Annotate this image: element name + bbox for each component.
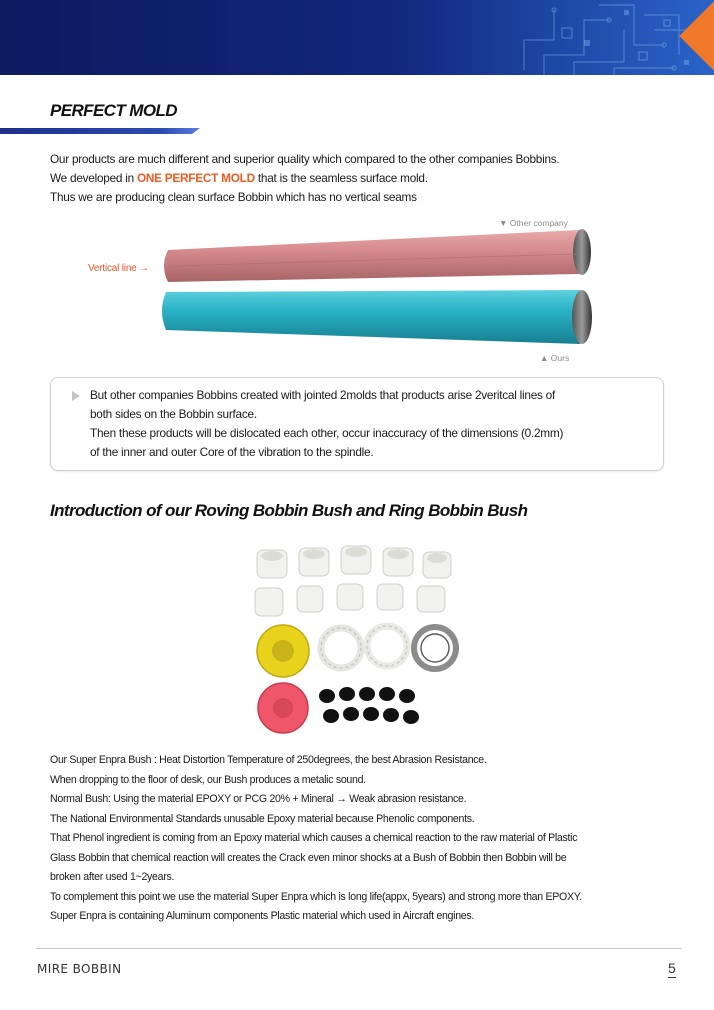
title-underline (0, 128, 200, 134)
page-number: 5 (668, 960, 676, 976)
bobbin-bush-products-image (245, 538, 475, 738)
note-line: of the inner and outer Core of the vibration to the spindle. (90, 445, 374, 459)
body-line: broken after used 1~2years. (50, 871, 175, 883)
note-text (90, 386, 655, 462)
body-line: Our Super Enpra Bush : Heat Distortion Temperature of 250degrees, the best Abrasion Resistance. (50, 754, 487, 766)
intro-text: We developed in (50, 171, 137, 185)
play-arrow-icon (72, 391, 80, 401)
section-title-perfect-mold: PERFECT MOLD (50, 101, 177, 120)
body-line: The National Environmental Standards unusable Epoxy material because Phenolic components. (50, 812, 475, 825)
intro-line (50, 169, 670, 188)
section-title-bush-intro: Introduction of our Roving Bobbin Bush and Ring Bobbin Bush (50, 501, 528, 520)
other-company-label: ▼ Other company (499, 218, 568, 228)
footer-divider (36, 948, 682, 949)
intro-line: Our products are much different and superior quality which compared to the other companies Bobbins. (50, 152, 560, 166)
note-line: Then these products will be dislocated each other, occur inaccuracy of the dimensions (0.2mm) (90, 426, 564, 440)
intro-line: Thus we are producing clean surface Bobbin which has no vertical seams (50, 190, 417, 204)
body-line: Super Enpra is containing Aluminum components Plastic material which used in Aircraft engines. (50, 910, 475, 922)
body-paragraph (50, 751, 675, 927)
body-line: To complement this point we use the material Super Enpra which is long life(appx, 5years) and strong more than EPOXY. (50, 890, 582, 903)
bobbin-comparison-image (150, 216, 610, 366)
header-band (0, 0, 714, 75)
intro-paragraph (50, 150, 670, 207)
body-line: Glass Bobbin that chemical reaction will creates the Crack even minor shocks at a Bush of Bobbin then Bobbin will be (50, 851, 567, 864)
note-line: both sides on the Bobbin surface. (90, 407, 257, 421)
note-line: But other companies Bobbins created with jointed 2molds that products arise 2veritcal lines of (90, 388, 556, 402)
body-line: When dropping to the floor of desk, our Bush produces a metalic sound. (50, 773, 366, 786)
footer-brand: MIRE BOBBIN (37, 962, 122, 976)
note-box (50, 377, 664, 471)
body-line: That Phenol ingredient is coming from an Epoxy material which causes a chemical reaction to the raw material of Plastic (50, 832, 578, 844)
highlight-text: ONE PERFECT MOLD (136, 171, 255, 185)
intro-text: that is the seamless surface mold. (254, 171, 428, 185)
ours-label: ▲ Ours (540, 353, 570, 363)
body-line: Normal Bush: Using the material EPOXY or PCG 20% + Mineral → Weak abrasion resistance. (50, 793, 467, 805)
vertical-line-label: Vertical line → (88, 263, 149, 274)
